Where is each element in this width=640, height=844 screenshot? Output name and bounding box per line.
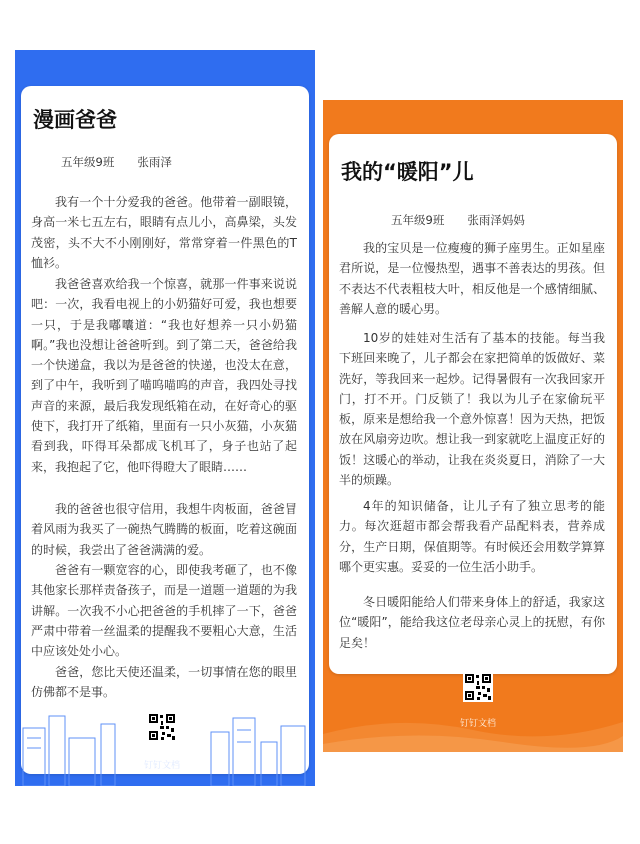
right-article-panel [329,134,617,674]
right-paragraph-4: 冬日暖阳能给人们带来身体上的舒适，我家这位“暖阳”，能给我这位老母亲心灵上的抚慰，有你足矣！ [339,595,605,650]
right-paragraph-2: 10岁的娃娃对生活有了基本的技能。每当我下班回来晚了，儿子都会在家把简单的饭做好、菜洗好，等我回来一起炒。记得暑假有一次我回家开门，打不开。门反锁了！我以为儿子在家偷玩平板，原来是想给我一个意外惊喜！因为天热，把饭放在风扇旁边吹。想让我一到家就吃上温度正好的饭！这暖心的举动，让我在炎炎夏日，消除了一大半的烦躁。 [339,331,605,488]
dingtalk-docs-label: 钉钉文档 [143,761,180,771]
left-paragraph-1: 我有一个十分爱我的爸爸。他带着一副眼镜，身高一米七五左右，眼睛有点儿小，高鼻梁，头发茂密，头不大不小刚刚好，常常穿着一件黑色的T恤衫。 [31,195,297,270]
left-paragraph-2: 我爸爸喜欢给我一个惊喜，就那一件事来说说吧：一次，我看电视上的小奶猫好可爱，我也想要一只，于是我嘟囔道：“我也好想养一只小奶猫啊。”我也没想让爸爸听到。到了第二天，爸爸给我一个快递盒，我以为是爸爸的快递，也没太在意，到了中午，我听到了喵呜喵呜的声音，我四处寻找声音的来源，最后我发现纸箱在动，在好奇心的驱使下，我打开了纸箱，里面有一只小灰猫，小灰猫看到我，吓得耳朵都成飞机耳了，身子也站了起来，我抱起了它，他吓得瞪大了眼睛…… [31,277,297,474]
left-paragraph-4: 爸爸有一颗宽容的心，即使我考砸了，也不像其他家长那样责备孩子，而是一道题一道题的为我讲解。一次我不小心把爸爸的手机摔了一下，爸爸严肃中带着一丝温柔的提醒我不要粗心大意，生活中应该处处小心。 [31,563,297,659]
right-article-card [323,100,623,752]
right-card-footer [323,664,623,752]
qr-code-icon [147,712,177,742]
right-paragraph-1: 我的宝贝是一位瘦瘦的狮子座男生。正如星座君所说，是一位慢热型，遇事不善表达的男孩。但不表达不代表粗枝大叶，相反他是一个感情细腻、善解人意的暖心男。 [339,241,605,316]
left-article-title: 漫画爸爸 [33,108,117,132]
right-paragraph-3: 4年的知识储备，让儿子有了独立思考的能力。每次逛超市都会帮我看产品配料表，营养成分，生产日期，保值期等。有时候还会用数学算算哪个更实惠。妥妥的一位生活小助手。 [339,499,605,574]
left-article-panel [21,86,309,774]
left-paragraph-3: 我的爸爸也很守信用，我想牛肉板面，爸爸冒着风雨为我买了一碗热气腾腾的板面，吃着这碗面的时候，我尝出了爸爸满满的爱。 [31,502,297,557]
left-article-card [15,50,315,786]
right-article-byline: 五年级9班 张雨泽妈妈 [391,213,525,227]
right-article-title: 我的“暖阳”儿 [341,160,474,184]
left-card-footer [15,698,315,786]
qr-code-icon [463,672,493,702]
left-paragraph-5: 爸爸，您比天使还温柔，一切事情在您的眼里仿佛都不是事。 [31,665,297,700]
dingtalk-docs-label: 钉钉文档 [459,719,496,729]
left-article-byline: 五年级9班 张雨泽 [61,155,172,169]
